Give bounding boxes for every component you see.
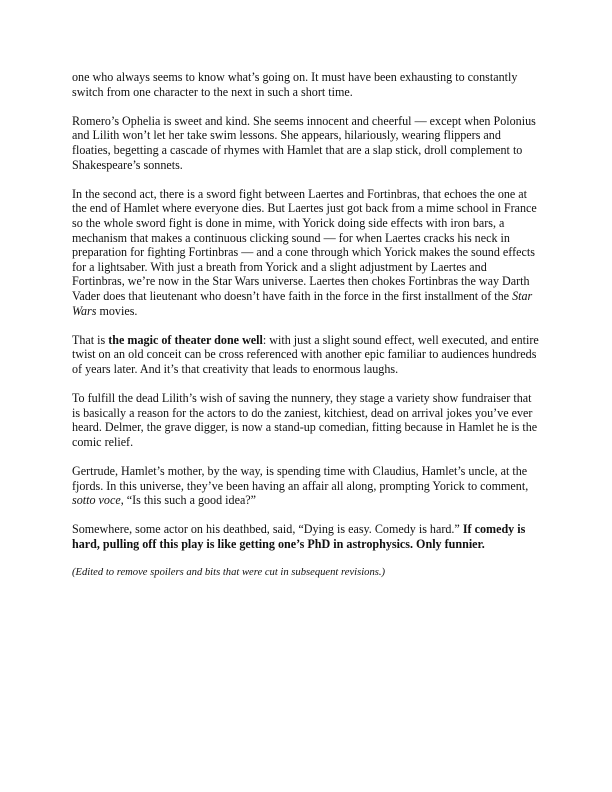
paragraph-4-emphasis: the magic of theater done well	[108, 332, 263, 347]
paragraph-5: To fulfill the dead Lilith’s wish of saving the nunnery, they stage a variety show fundraiser that is basically a reason for the actors to do the zaniest, kitchiest, dead on arrival jokes you’ve ever heard. Delmer, the grave digger, is now a stand-up comedian, fitting because in Hamlet he is the comic relief.	[72, 391, 538, 449]
paragraph-7-text: Somewhere, some actor on his deathbed, said, “Dying is easy. Comedy is hard.”	[72, 522, 463, 537]
paragraph-3-text: In the second act, there is a sword fight between Laertes and Fortinbras, that echoes the one at the end of Hamlet where everyone dies. But Laertes just got back from a mime school in France so the whole sword fight is done in mime, with Yorick doing side effects with iron bars, a mechanism that makes a continuous clicking sound — for when Laertes cracks his neck in preparation for fighting Fortinbras — and a cone through which Yorick makes the sound effects for a lightsaber. With just a breath from Yorick and a slight adjustment by Laertes and Fortinbras, we’re now in the Star Wars universe. Laertes then chokes Fortinbras the way Darth Vader does that lieutenant who doesn’t have faith in the force in the first installment of the	[72, 186, 537, 303]
paragraph-2: Romero’s Ophelia is sweet and kind. She seems innocent and cheerful — except when Polonius and Lilith won’t let her take swim lessons. She appears, hilariously, wearing flippers and floaties, begetting a cascade of rhymes with Hamlet that are a slap stick, droll complement to Shakespeare’s sonnets.	[72, 113, 536, 172]
paragraph-4	[72, 333, 542, 377]
paragraph-1: one who always seems to know what’s going on. It must have been exhausting to constantly switch from one character to the next in such a short time.	[72, 70, 518, 99]
paragraph-7	[72, 522, 542, 551]
sotto-voce-phrase: sotto voce	[72, 493, 121, 508]
paragraph-6	[72, 464, 542, 508]
editorial-note: (Edited to remove spoilers and bits that were cut in subsequent revisions.)	[72, 567, 386, 579]
paragraph-4-text: : with just a slight sound effect, well executed, and entire twist on an old conceit can be cross referenced with another epic familiar to audiences hundreds of years later. And it’s that creativity that leads to enormous laughs.	[72, 332, 539, 376]
closing-emphasis: If comedy is hard, pulling off this play is like getting one’s PhD in astrophysics. Only funnier.	[72, 522, 526, 551]
paragraph-3	[72, 187, 542, 318]
paragraph-4-lead: That is	[72, 332, 109, 347]
paragraph-3-end: movies.	[96, 303, 138, 318]
paragraph-6-text: Gertrude, Hamlet’s mother, by the way, is spending time with Claudius, Hamlet’s uncle, at the fjords. In this universe, they’ve been having an affair all along, prompting Yorick to comment,	[72, 464, 529, 493]
paragraph-6-end: , “Is this such a good idea?”	[120, 493, 257, 508]
star-wars-title: Star Wars	[72, 288, 533, 318]
article-body	[72, 70, 542, 594]
